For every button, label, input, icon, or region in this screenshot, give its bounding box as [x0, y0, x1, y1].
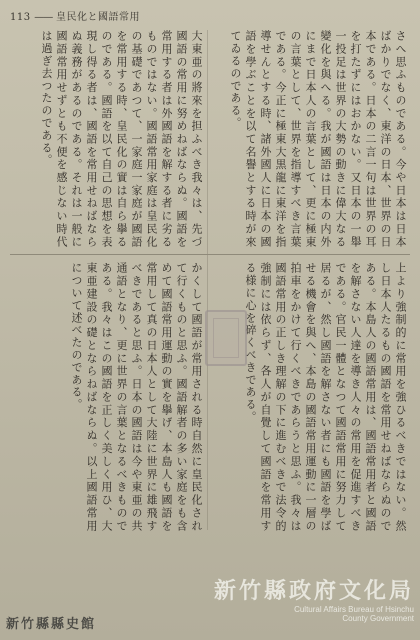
- watermark-name-cn: 新竹縣政府文化局: [214, 579, 415, 604]
- text-column-top-left: 大東亜の將來を担ふべき我々は、先づ國語の常用に努めねばならぬ。國語を常用する者は外國語を解する者に劣るものではない。國語常用家庭は皇民化の基礎であつて、一家庭一家庭が國語を常用する時、皇民化の實は自ら擧るのである。國語を以て自己の思想を表現し得る者は、國語を常用せねばならぬ義務があるのである。それは一般に國語常用せずとも不便を感じない時代は過ぎ去つたのである。: [40, 30, 203, 248]
- section-divider: [10, 254, 410, 255]
- text-column-bottom-left: かくして國語が常用される時自然に皇民化されて行くものと思ふ。國語解者の多い家庭をも含めて國語常用運動の實を擧げ、本島人も國語を常用して真の日本人として大陸に世界に雄飛すべきであると思ふ。日本の國語は今や東亜の共通語となり、更に世界の言葉となるべきものである。我々はこの國語を正しく美しく用ひ、大東亜建設の礎とならねばならぬ。以上國語常用について述べたのである。: [70, 262, 203, 532]
- watermark-name-en-2: County Government: [342, 614, 414, 623]
- faded-stamp: [205, 310, 247, 366]
- watermark-logo: [214, 574, 414, 634]
- column-gutter: [207, 30, 208, 530]
- text-column-bottom-right: 上より強制的に常用を強ひるべきではない。然し日本人たるもの國語を常用せねばならぬのである。本島人の國語常用は、國語常用者と國語を解さない人達を導き人々の常用を促進すべきである。官民一體となつて國語常用に努力して居るが、然し國語を解さない者にも國語を學ばせる機會を與へ、本島の國語常用運動に一層の拍車をかけて行くべきであらうと思ふ。我々は國語常用の正しき理解の下に進むべきで法令的強制には依らず、各人が自覺して國語を常用する様に心を碎くべきである。: [244, 262, 407, 532]
- page-header: [10, 8, 140, 23]
- header-rule: ——: [34, 12, 53, 23]
- chapter-title: 皇民化と國語常用: [55, 12, 140, 23]
- page-number: 113: [10, 12, 31, 23]
- text-column-top-right: さへ思ふものである。今や日本は日本ばかりでなく、東洋の日本、世界の日本である。日本の二言一句は世界の耳を打たずにはおかない。又日本の一舉一投足は世界の大勢の動きに偉大なる變化を與へる。我が國語は日本の内外にまで日本人の言葉として、更に極東の言葉として、世界を指導すべき言葉である。今正に極東大黒龍に東洋を指導せんとする時、諸外國人に日本の國語を學ぶことを以て名譽とする時が來てゐるのである。: [229, 30, 407, 248]
- watermark-name-en-1: Cultural Affairs Bureau of Hsinchu: [294, 605, 414, 614]
- archive-seal: 新竹縣縣史館: [6, 617, 97, 632]
